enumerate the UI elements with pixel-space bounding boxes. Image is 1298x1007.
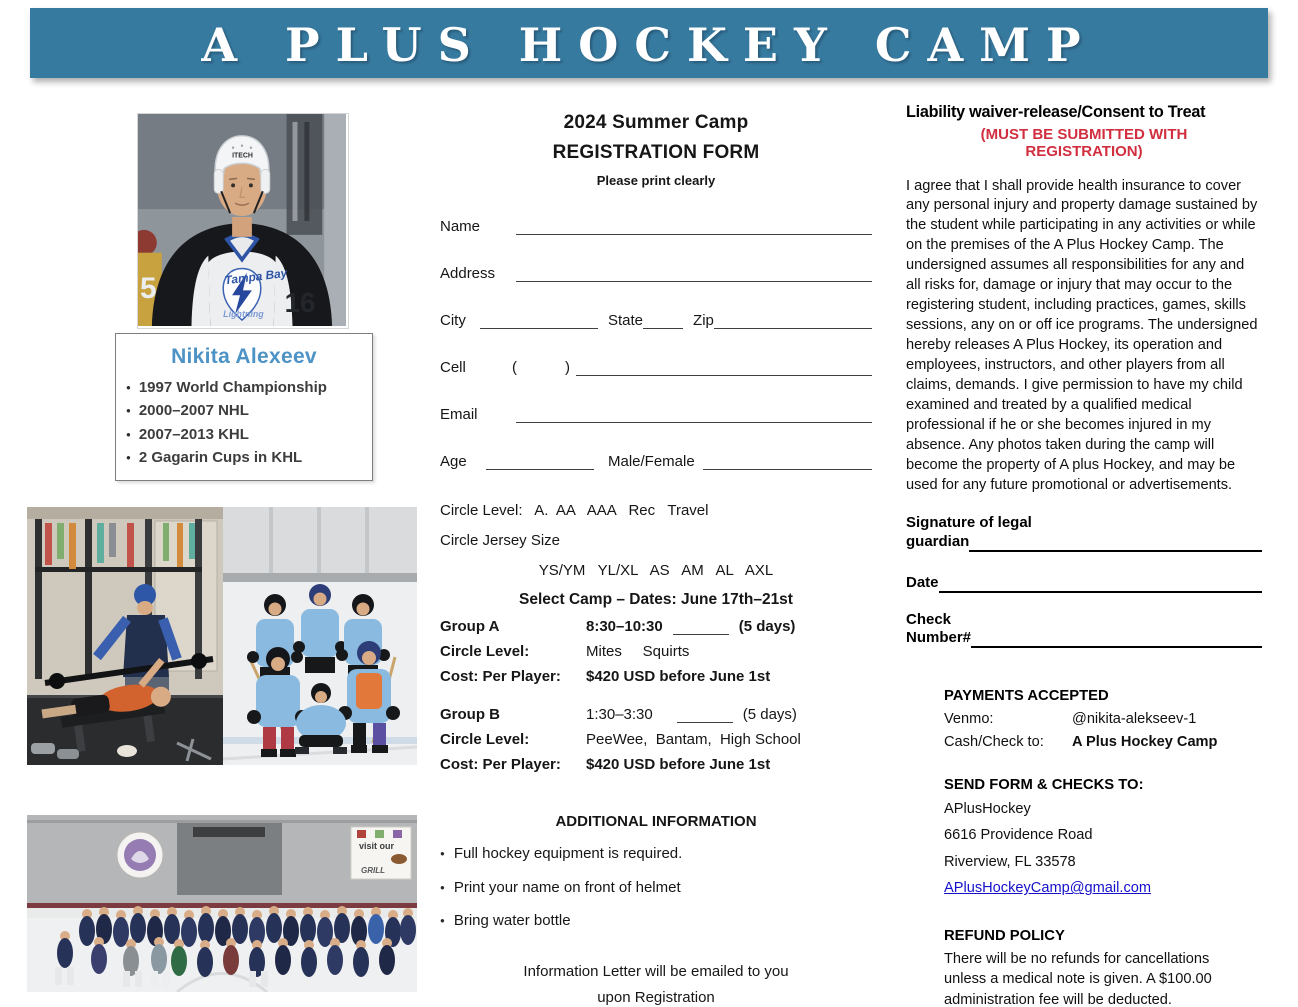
refund-block — [944, 928, 1262, 1007]
send-block — [944, 777, 1262, 899]
chest-script-top: Tampa Bay — [223, 265, 288, 288]
age-blank[interactable] — [486, 454, 594, 470]
team-photo-art — [223, 507, 417, 765]
group-a-levels[interactable]: Mites Squirts — [586, 643, 690, 660]
waiver-required-note — [906, 126, 1262, 161]
gym-photo-art — [27, 507, 223, 765]
form-title-line2: REGISTRATION FORM — [552, 142, 760, 163]
state-label: State — [608, 312, 644, 329]
cash-check-payee: A Plus Hockey Camp — [1072, 734, 1218, 750]
name-blank[interactable] — [516, 219, 872, 235]
group-b-cost-label: Cost: Per Player: — [440, 756, 561, 773]
signature-label-line2: guardian — [906, 533, 970, 550]
refund-heading: REFUND POLICY — [944, 927, 1065, 944]
circle-level-line — [440, 502, 872, 519]
group-b-blank[interactable] — [677, 708, 733, 723]
additional-bullet: ● Full hockey equipment is required. — [440, 844, 872, 864]
check-label-line2: Number# — [906, 629, 972, 647]
email-blank[interactable] — [516, 407, 872, 423]
venmo-handle: @nikita-alekseev-1 — [1072, 711, 1197, 727]
gender-blank[interactable] — [703, 454, 872, 470]
address-row — [440, 265, 872, 282]
group-b-days: (5 days) — [742, 706, 797, 723]
waiver-required-line1: (MUST BE SUBMITTED WITH — [980, 126, 1188, 143]
zip-blank[interactable] — [714, 313, 872, 329]
email-row — [440, 406, 872, 423]
state-blank[interactable] — [643, 313, 683, 329]
sleeve-number-right: 16 — [284, 287, 316, 319]
group-b-cost: $420 USD before June 1st — [586, 756, 771, 773]
email-link[interactable]: APlusHockeyCamp@gmail.com — [944, 880, 1152, 897]
group-a-row — [440, 618, 872, 635]
city-row — [440, 312, 872, 329]
group-a-label: Group A — [440, 618, 500, 635]
jersey-size-label: Circle Jersey Size — [440, 532, 561, 549]
cash-check-row — [944, 734, 1262, 750]
signature-blank[interactable] — [969, 537, 1262, 552]
group-a-level-label: Circle Level: — [440, 643, 530, 660]
date-block — [906, 574, 1262, 593]
paren-close: ) — [565, 359, 570, 376]
zip-label: Zip — [693, 312, 714, 329]
venmo-row — [944, 711, 1262, 727]
email-label: Email — [440, 406, 478, 423]
check-number-block — [906, 611, 1262, 649]
group-a-time: 8:30–10:30 — [586, 618, 663, 635]
cell-row — [440, 359, 872, 376]
name-label: Name — [440, 218, 481, 235]
page-title: A PLUS HOCKEY CAMP — [201, 18, 1097, 72]
select-camp-heading: Select Camp – Dates: June 17th–21st — [519, 591, 793, 608]
additional-bullet: ● Print your name on front of helmet — [440, 878, 872, 898]
circle-level-label: Circle Level: — [440, 502, 523, 519]
signature-label-line1: Signature of legal — [906, 514, 1032, 532]
city-label: City — [440, 312, 466, 329]
send-line: Riverview, FL 33578 — [944, 853, 1076, 870]
payments-block — [944, 688, 1262, 750]
group-b-level-row — [440, 731, 872, 748]
additional-bullet: ● Bring water bottle — [440, 911, 872, 931]
jersey-size-options[interactable]: YS/YM YL/XL AS AM AL AXL — [538, 562, 774, 579]
check-number-blank[interactable] — [971, 633, 1262, 648]
date-blank[interactable] — [939, 578, 1262, 593]
waiver-title: Liability waiver-release/Consent to Treat — [906, 103, 1206, 121]
group-photo-art — [27, 815, 417, 992]
group-b-time: 1:30–3:30 — [586, 706, 653, 723]
gender-label: Male/Female — [608, 453, 695, 470]
note-line2: upon Registration — [597, 988, 715, 1006]
sign-line2: GRILL — [361, 866, 385, 875]
name-row — [440, 218, 872, 235]
additional-info-heading: ADDITIONAL INFORMATION — [555, 813, 757, 830]
note-line1: Information Letter will be emailed to you — [523, 962, 789, 980]
group-b-label: Group B — [440, 706, 500, 723]
signature-block — [906, 514, 1262, 552]
player-photo — [137, 113, 349, 329]
group-b-cost-row — [440, 756, 872, 773]
payments-heading: PAYMENTS ACCEPTED — [944, 688, 1109, 704]
group-a-days: (5 days) — [738, 618, 796, 635]
level-options[interactable]: A. AA AAA Rec Travel — [534, 502, 709, 519]
cell-label: Cell — [440, 359, 466, 376]
send-heading: SEND FORM & CHECKS TO: — [944, 777, 1144, 793]
group-a-cost-label: Cost: Per Player: — [440, 668, 561, 685]
player-name: Nikita Alexeev — [171, 345, 317, 368]
address-label: Address — [440, 265, 496, 282]
age-row — [440, 453, 872, 470]
rink-sign — [351, 827, 411, 879]
player-bio-box — [115, 333, 373, 481]
send-line: APlusHockey — [944, 801, 1031, 817]
waiver-required-line2: REGISTRATION) — [1025, 143, 1143, 161]
sleeve-number-left: 5 — [139, 272, 157, 306]
venmo-label: Venmo: — [944, 711, 994, 727]
bio-bullet: ● 1997 World Championship — [126, 378, 372, 398]
cell-blank[interactable] — [576, 360, 872, 376]
paren-open: ( — [512, 359, 517, 376]
chest-script-bottom: Lightning — [223, 309, 264, 320]
bio-bullet: ● 2000–2007 NHL — [126, 401, 372, 421]
age-label: Age — [440, 453, 467, 470]
player-photo-art — [138, 114, 346, 326]
bio-bullet: ● 2007–2013 KHL — [126, 425, 372, 445]
address-blank[interactable] — [516, 266, 872, 282]
city-blank[interactable] — [480, 313, 598, 329]
bio-bullet: ● 2 Gagarin Cups in KHL — [126, 448, 372, 468]
date-label: Date — [906, 573, 939, 591]
group-a-level-row — [440, 643, 872, 660]
registration-form — [440, 112, 872, 1007]
group-a-cost: $420 USD before June 1st — [586, 668, 771, 685]
group-b-row — [440, 706, 872, 723]
cash-check-label: Cash/Check to: — [944, 734, 1044, 750]
waiver-body: I agree that I shall provide health insurance to cover any personal injury and property damage sustained by the student while participating in any activities or while on the premises of the A Plus Hockey Camp. The undersigned assumes all responsibilities for any and all risks for, damage or injury that may occur to the registering student, including practices, games, skills sessions, any on or off ice programs. The undersigned hereby releases A Plus Hockey, its operation and employees, instructors, and other players from all claims, demands. I give permission to have my child examined and treated by a qualified medical professional if he or she becomes injured in my absence. Any photos taken during the camp will become the property of A plus Hockey, and may be used for any future promotional or advertisements. — [906, 177, 1258, 494]
player-bio-list — [126, 378, 372, 468]
liability-waiver — [906, 103, 1262, 1007]
team-photo — [223, 507, 417, 765]
group-a-cost-row — [440, 668, 872, 685]
group-b-level-label: Circle Level: — [440, 731, 530, 748]
sign-line1: visit our — [359, 841, 395, 851]
refund-body: There will be no refunds for cancellations unless a medical note is given. A $100.00 administration fee will be deducted. — [944, 950, 1212, 1007]
check-label-line1: Check — [906, 610, 952, 628]
header-band — [30, 8, 1268, 78]
info-letter-note — [440, 959, 872, 1007]
send-line: 6616 Providence Road — [944, 827, 1093, 844]
helmet-brand-text: ITECH — [232, 152, 253, 160]
form-subtitle: Please print clearly — [596, 173, 716, 188]
group-b-levels[interactable]: PeeWee, Bantam, High School — [586, 731, 801, 748]
group-photo — [27, 815, 417, 992]
group-a-blank[interactable] — [673, 620, 729, 635]
form-title-line1: 2024 Summer Camp — [563, 112, 749, 133]
gym-photo — [27, 507, 223, 765]
